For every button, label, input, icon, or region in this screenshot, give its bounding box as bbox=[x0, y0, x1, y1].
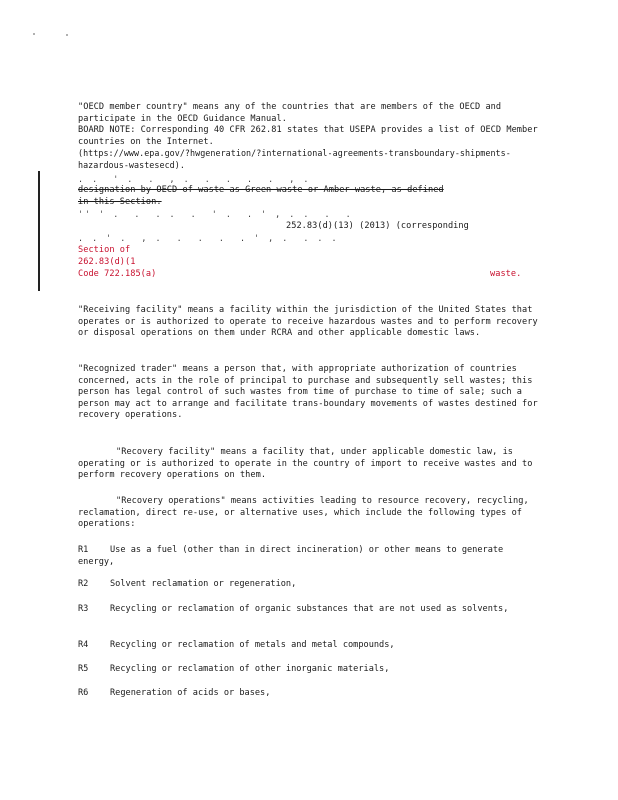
definition-oecd-member-country: "OECD member country" means any of the countries that are members of the OECD and participate in the OECD Guidance Manual. bbox=[78, 102, 502, 124]
definition-recovery-facility: "Recovery facility" means a facility that, under applicable domestic law, is operating or is authorized to operate in the country of import to receive wastes and to perform recovery operations on them. bbox=[78, 447, 533, 481]
operation-text: Recycling or reclamation of other inorganic materials, bbox=[110, 664, 390, 674]
epa-url: (https://www.epa.gov/?hwgeneration/?international-agreements-transboundary-shipments-hazardous-wastesecd). bbox=[78, 148, 511, 170]
margin-change-bar bbox=[38, 171, 40, 291]
operation-text: Recycling or reclamation of organic substances that are not used as solvents, bbox=[110, 604, 509, 614]
operation-text: Regeneration of acids or bases, bbox=[110, 688, 271, 698]
operation-text: Recycling or reclamation of metals and metal compounds, bbox=[110, 640, 395, 650]
operation-code: R1 bbox=[78, 545, 89, 555]
scan-speck bbox=[33, 33, 35, 35]
struck-text-1: designation by OECD of waste as Green waste or Amber waste, as defined bbox=[78, 185, 444, 195]
operation-code: R2 bbox=[78, 579, 89, 589]
red-revision-2: 262.83(d)(1 bbox=[78, 257, 136, 267]
smudged-line-3: . . ' . , . . . . . ' , . . . . bbox=[78, 233, 339, 243]
definition-recovery-operations: "Recovery operations" means activities leading to resource recovery, recycling, reclamation, direct re-use, or alternative uses, which include the following types of operations: bbox=[78, 496, 529, 530]
board-note: BOARD NOTE: Corresponding 40 CFR 262.81 states that USEPA provides a list of OECD Member countries on the Internet. bbox=[78, 125, 538, 147]
smudged-line-1: . . ' . . , . . . . . , . bbox=[78, 174, 311, 184]
scan-speck bbox=[66, 34, 68, 36]
definition-recognized-trader: "Recognized trader" means a person that, with appropriate authorization of countries concerned, acts in the role of principal to purchase and subsequently sell wastes; this person has legal control of such wastes from time of purchase to time of sale; such a person may act to arrange and facilitate trans-boundary movements of wastes destined for recovery operations. bbox=[78, 364, 538, 421]
operation-text: Use as a fuel (other than in direct incineration) or other means to generate energy, bbox=[78, 545, 504, 567]
operation-code: R5 bbox=[78, 664, 89, 674]
struck-text-2: in this Section. bbox=[78, 197, 162, 207]
red-revision-4: waste. bbox=[490, 269, 522, 279]
operation-code: R4 bbox=[78, 640, 89, 650]
operation-text: Solvent reclamation or regeneration, bbox=[110, 579, 297, 589]
red-revision-1: Section of bbox=[78, 245, 131, 255]
cfr-citation: 252.83(d)(13) (2013) (corresponding bbox=[286, 221, 469, 231]
definition-receiving-facility: "Receiving facility" means a facility within the jurisdiction of the United States that operates or is authorized to operate to receive hazardous wastes and to perform recovery or disposal operations on them under RCRA and other applicable domestic laws. bbox=[78, 305, 538, 339]
operation-code: R3 bbox=[78, 604, 89, 614]
operation-code: R6 bbox=[78, 688, 89, 698]
red-revision-3: Code 722.185(a) bbox=[78, 269, 157, 279]
smudged-line-2: '' ' . . . . . ' . . ' , . . . . bbox=[78, 209, 353, 219]
